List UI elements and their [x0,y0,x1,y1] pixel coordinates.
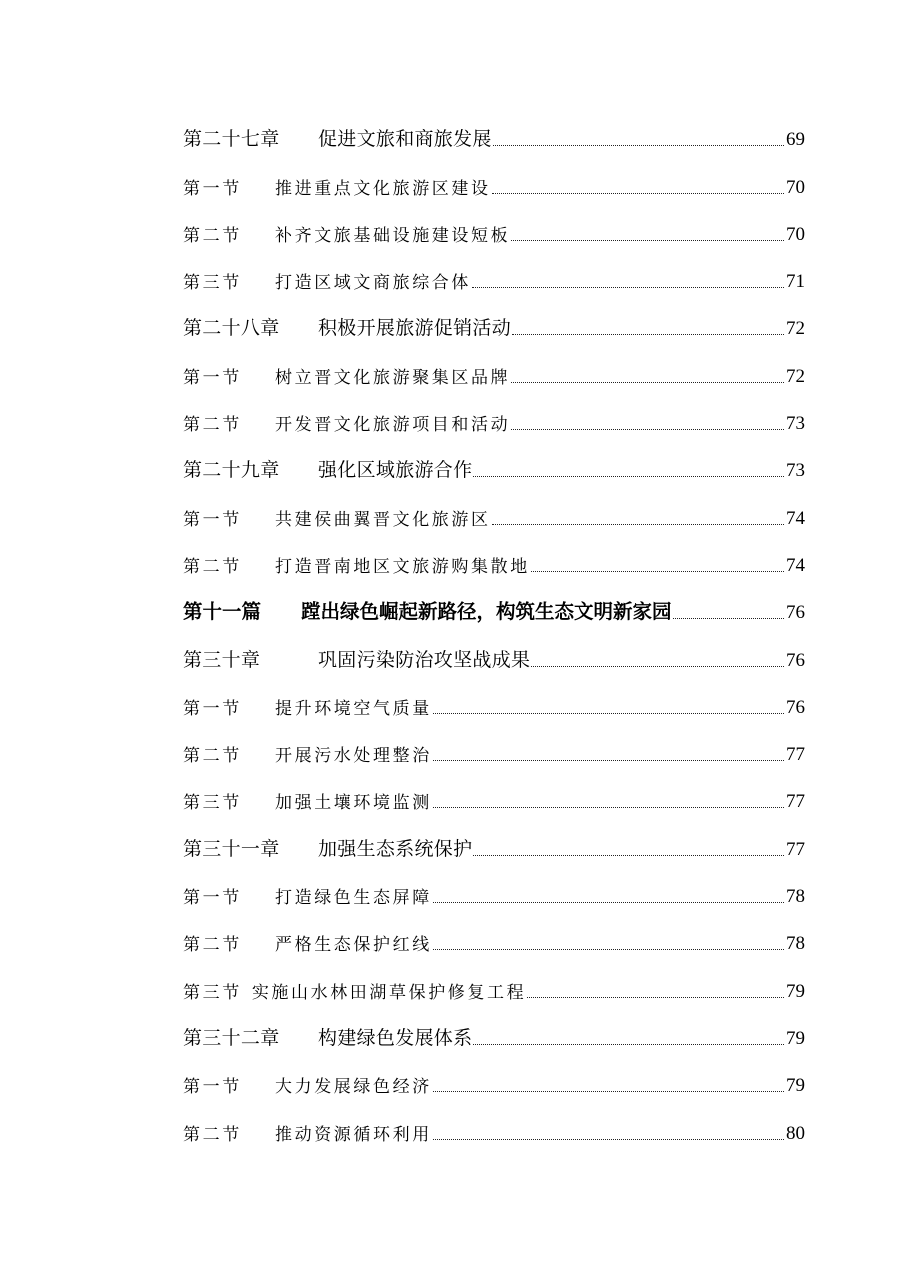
toc-entry-section[interactable] [183,488,805,535]
toc-entry-page: 72 [786,365,805,387]
toc-entry-chapter[interactable] [183,441,805,488]
toc-entry-label [183,1023,472,1056]
toc-entry-number: 第一节 [183,1077,242,1098]
toc-entry-title: 实施山水林田湖草保护修复工程 [251,982,527,1003]
toc-entry-page: 80 [786,1122,805,1144]
toc-entry-title: 积极开展旅游促销活动 [318,317,512,340]
toc-entry-section[interactable] [183,725,805,772]
toc-entry-number: 第二节 [183,225,242,246]
toc-entry-title: 蹚出绿色崛起新路径，构筑生态文明新家园 [301,600,672,624]
toc-entry-label [183,1120,432,1151]
toc-entry-title: 开发晋文化旅游项目和活动 [275,415,511,436]
toc-entry-number: 第二节 [183,556,242,577]
toc-entry-title: 补齐文旅基础设施建设短板 [275,225,511,246]
toc-entry-number: 第三节 [183,273,242,294]
toc-entry-section[interactable] [183,678,805,725]
dot-leader [433,713,784,714]
toc-entry-number: 第二节 [183,746,242,767]
toc-entry-section[interactable] [183,252,805,299]
toc-entry-page: 74 [786,507,805,529]
toc-entry-page: 78 [786,886,805,908]
toc-entry-number: 第三十一章 [183,837,280,860]
dot-leader [673,618,784,619]
toc-entry-label [183,313,511,346]
toc-entry-label [183,741,432,772]
toc-entry-title: 构建绿色发展体系 [318,1026,473,1049]
toc-entry-title: 严格生态保护红线 [275,935,432,956]
toc-entry-title: 共建侯曲翼晋文化旅游区 [275,509,491,530]
dot-leader [473,476,784,477]
dot-leader [531,571,784,572]
toc-entry-label [183,978,526,1009]
toc-entry-section[interactable] [183,1103,805,1150]
dot-leader [531,666,784,667]
toc-entry-page: 77 [786,791,805,813]
toc-entry-page: 77 [786,838,805,860]
toc-entry-number: 第一节 [183,888,242,909]
dot-leader [433,949,784,950]
toc-entry-section[interactable] [183,205,805,252]
toc-entry-page: 79 [786,980,805,1002]
dot-leader [433,1091,784,1092]
toc-entry-chapter[interactable] [183,819,805,866]
toc-entry-title: 推动资源循环利用 [275,1124,432,1145]
toc-entry-number: 第一节 [183,178,242,199]
toc-entry-section[interactable] [183,157,805,204]
dot-leader [433,760,784,761]
toc-entry-page: 76 [786,649,805,671]
dot-leader [473,855,784,856]
dot-leader [511,429,784,430]
dot-leader [433,807,784,808]
toc-entry-number: 第一节 [183,367,242,388]
toc-entry-title: 促进文旅和商旅发展 [318,128,492,151]
toc-entry-title: 打造晋南地区文旅游购集散地 [275,556,530,577]
toc-entry-label [183,1072,432,1103]
toc-entry-label [183,645,530,678]
toc-entry-label [183,596,672,630]
toc-entry-chapter[interactable] [183,299,805,346]
toc-entry-label [183,410,510,441]
toc-entry-page: 71 [786,271,805,293]
toc-entry-label [183,174,491,205]
toc-entry-chapter[interactable] [183,630,805,677]
dot-leader [472,287,784,288]
toc-entry-page: 79 [786,1027,805,1049]
toc-entry-number: 第三十章 [183,648,261,671]
toc-entry-title: 提升环境空气质量 [275,698,432,719]
toc-entry-label [183,363,510,394]
toc-entry-page: 76 [786,602,805,624]
dot-leader [512,334,784,335]
toc-entry-number: 第二节 [183,415,242,436]
toc-entry-label [183,505,491,536]
toc-entry-page: 74 [786,554,805,576]
toc-entry-section[interactable] [183,346,805,393]
toc-entry-label [183,788,432,819]
toc-entry-number: 第一节 [183,698,242,719]
toc-entry-number: 第三节 [183,793,242,814]
toc-entry-number: 第二十九章 [183,459,280,482]
toc-entry-page: 70 [786,223,805,245]
toc-entry-number: 第三十二章 [183,1026,280,1049]
toc-entry-label [183,930,432,961]
toc-entry-section[interactable] [183,867,805,914]
toc-entry-page: 78 [786,933,805,955]
dot-leader [492,524,784,525]
toc-entry-label [183,552,530,583]
dot-leader [511,240,784,241]
toc-entry-label [183,694,432,725]
toc-entry-label [183,834,472,867]
toc-entry-label [183,268,471,299]
table-of-contents [183,110,805,1151]
toc-entry-title: 强化区域旅游合作 [318,459,473,482]
toc-entry-page: 69 [786,129,805,151]
toc-entry-part[interactable] [183,583,805,630]
toc-entry-title: 推进重点文化旅游区建设 [275,178,491,199]
dot-leader [433,902,784,903]
toc-entry-label [183,124,492,157]
toc-entry-section[interactable] [183,772,805,819]
toc-entry-title: 巩固污染防治攻坚战成果 [318,648,531,671]
toc-entry-page: 73 [786,413,805,435]
toc-entry-section[interactable] [183,961,805,1008]
toc-entry-label [183,221,510,252]
toc-entry-title: 开展污水处理整治 [275,746,432,767]
dot-leader [511,382,784,383]
dot-leader [527,997,784,998]
toc-entry-title: 打造区域文商旅综合体 [275,273,471,294]
toc-entry-page: 70 [786,176,805,198]
toc-entry-section[interactable] [183,914,805,961]
toc-entry-chapter[interactable] [183,110,805,157]
toc-entry-number: 第十一篇 [183,600,262,624]
dot-leader [473,1044,784,1045]
toc-entry-title: 树立晋文化旅游聚集区品牌 [275,367,511,388]
dot-leader [433,1139,784,1140]
toc-entry-label [183,455,472,488]
toc-entry-chapter[interactable] [183,1009,805,1056]
toc-entry-number: 第二十八章 [183,317,280,340]
toc-entry-number: 第三节 [183,982,242,1003]
toc-entry-page: 77 [786,744,805,766]
toc-entry-number: 第二节 [183,1124,242,1145]
toc-entry-title: 加强土壤环境监测 [275,793,432,814]
toc-entry-number: 第二节 [183,935,242,956]
toc-entry-page: 79 [786,1075,805,1097]
toc-entry-label [183,883,432,914]
toc-entry-page: 73 [786,460,805,482]
toc-entry-title: 打造绿色生态屏障 [275,888,432,909]
toc-entry-number: 第一节 [183,509,242,530]
toc-entry-section[interactable] [183,394,805,441]
toc-entry-section[interactable] [183,536,805,583]
toc-entry-page: 76 [786,696,805,718]
toc-entry-number: 第二十七章 [183,128,280,151]
dot-leader [493,145,784,146]
toc-entry-title: 加强生态系统保护 [318,837,473,860]
dot-leader [492,193,784,194]
toc-entry-section[interactable] [183,1056,805,1103]
toc-entry-page: 72 [786,318,805,340]
toc-entry-title: 大力发展绿色经济 [275,1077,432,1098]
